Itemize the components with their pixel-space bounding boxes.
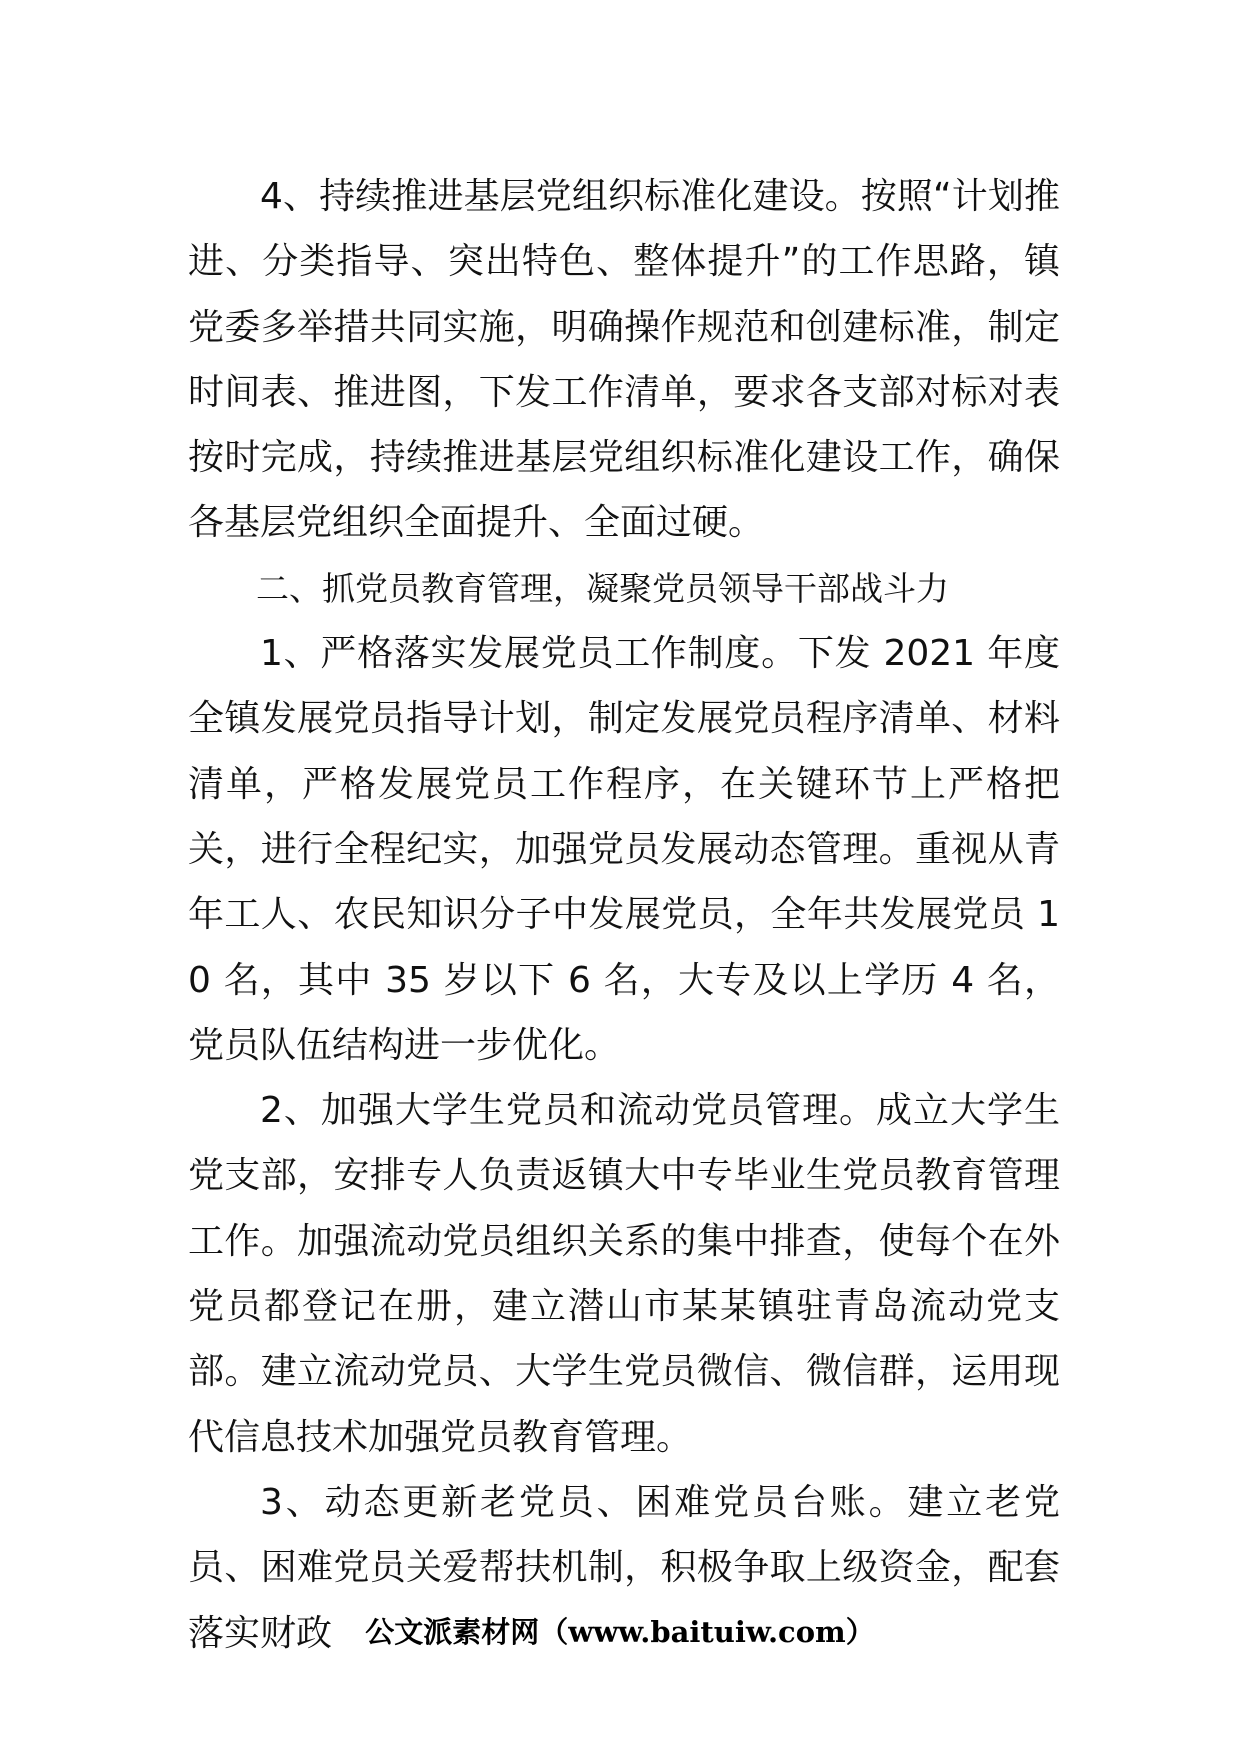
page-footer-watermark: 公文派素材网（www.baituiw.com） xyxy=(365,1615,875,1649)
section-heading-party-member-education: 二、抓党员教育管理，凝聚党员领导干部战斗力 xyxy=(256,568,949,608)
paragraph-elderly-members-ledger: 3、动态更新老党员、困难党员台账。建立老党员、困难党员关爱帮扶机制，积极争取上级资金，配套落实财政 xyxy=(188,1481,1060,1654)
paragraph-standardization: 4、持续推进基层党组织标准化建设。按照“计划推进、分类指导、突出特色、整体提升”的工作思路，镇党委多举措共同实施，明确操作规范和创建标准，制定时间表、推进图，下发工作清单，要求各支部对标对表按时完成，持续推进基层党组织标准化建设工作，确保各基层党组织全面提升、全面过硬。 xyxy=(188,176,1060,544)
paragraph-member-development: 1、严格落实发展党员工作制度。下发 2021 年度全镇发展党员指导计划，制定发展党员程序清单、材料清单，严格发展党员工作程序，在关键环节上严格把关，进行全程纪实，加强党员发展动态管理。重视从青年工人、农民知识分子中发展党员，全年共发展党员 10 名，其中 35 岁以下 6 名，大专及以上学历 4 名，党员队伍结构进一步优化。 xyxy=(188,633,1060,1066)
document-body xyxy=(188,164,1060,1666)
paragraph-student-floating-members: 2、加强大学生党员和流动党员管理。成立大学生党支部，安排专人负责返镇大中专毕业生党员教育管理工作。加强流动党员组织关系的集中排查，使每个在外党员都登记在册，建立潜山市某某镇驻青岛流动党支部。建立流动党员、大学生党员微信、微信群，运用现代信息技术加强党员教育管理。 xyxy=(188,1090,1060,1458)
